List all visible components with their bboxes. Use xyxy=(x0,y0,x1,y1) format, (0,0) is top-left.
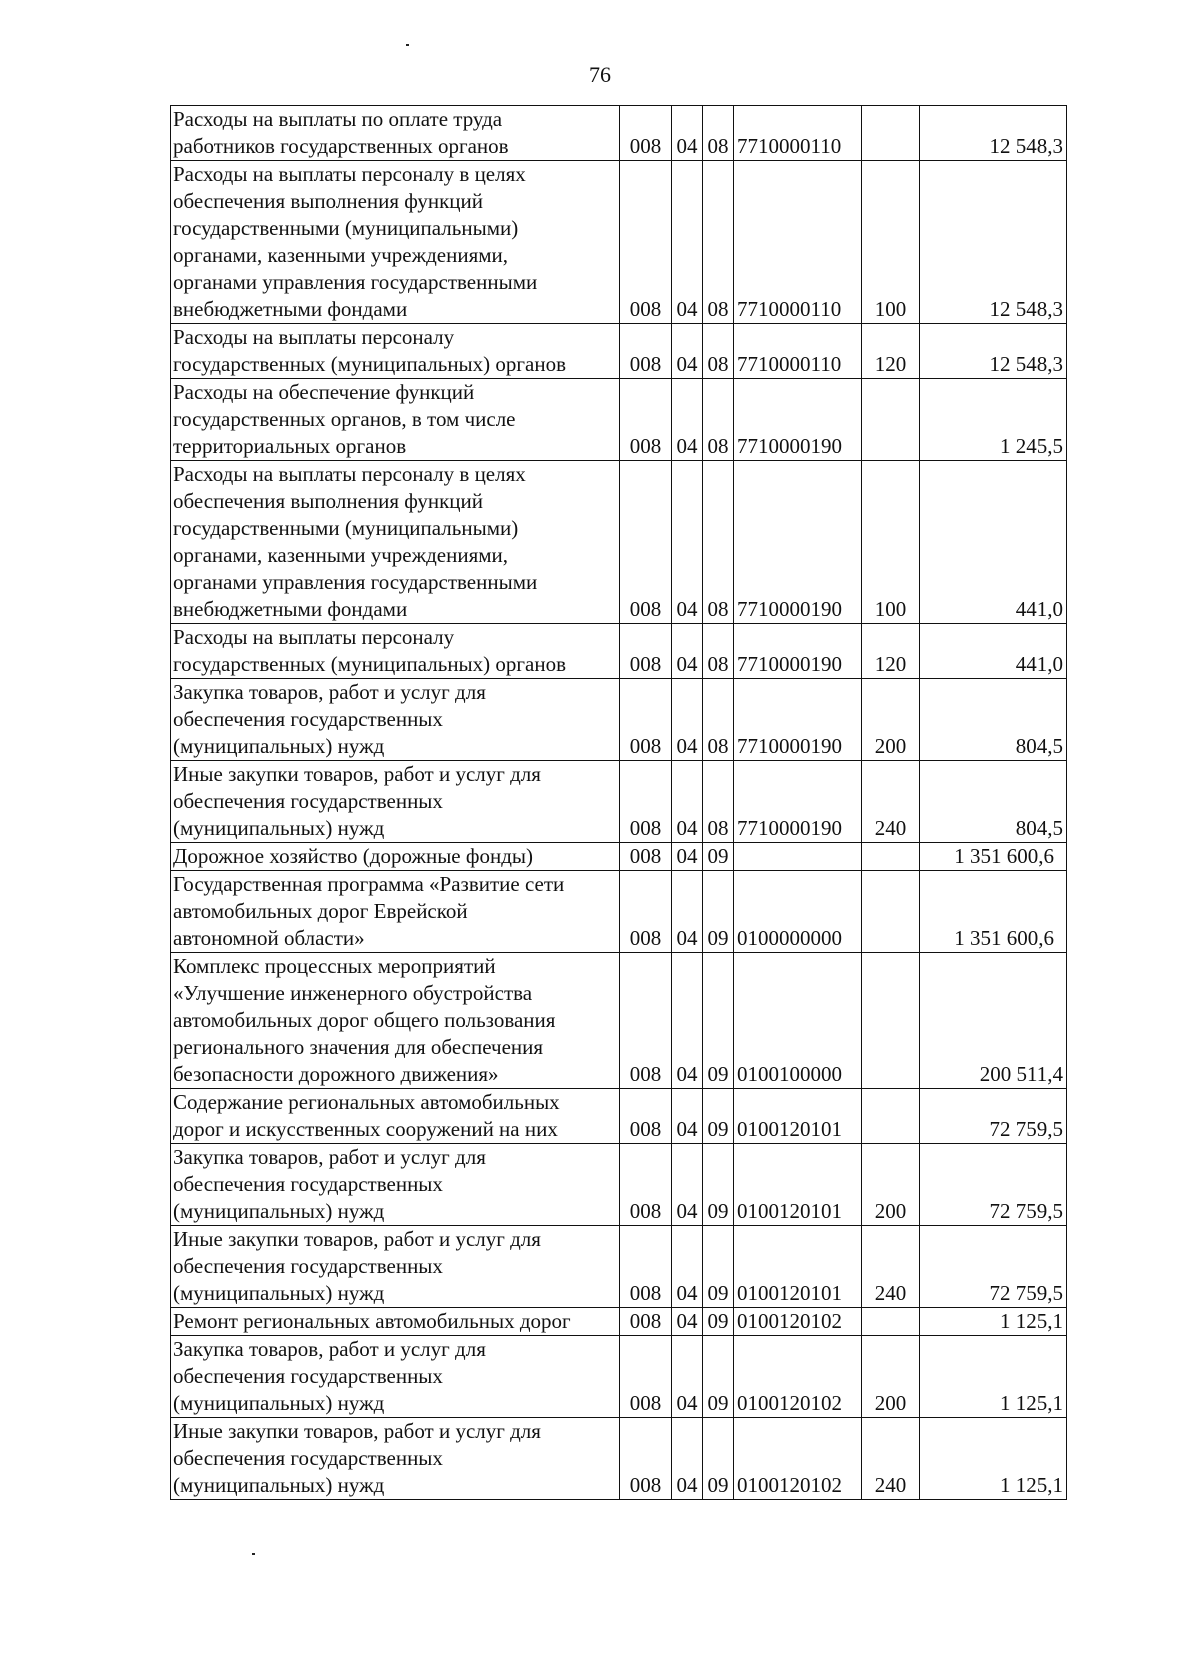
expense-type-cell: 120 xyxy=(862,324,920,379)
target-article-cell: 7710000110 xyxy=(734,161,862,324)
expense-name-line: безопасности дорожного движения» xyxy=(173,1062,499,1086)
expense-type-cell: 200 xyxy=(862,1144,920,1226)
expense-name-line: работников государственных органов xyxy=(173,134,509,158)
expense-name-cell xyxy=(171,324,620,379)
target-article-cell: 0100120102 xyxy=(734,1418,862,1500)
subsection-code-cell: 09 xyxy=(703,843,734,871)
expense-name-line: государственных (муниципальных) органов xyxy=(173,652,567,676)
expense-name-cell xyxy=(171,953,620,1089)
target-article-cell: 0100120101 xyxy=(734,1089,862,1144)
amount-cell: 1 245,5 xyxy=(920,379,1067,461)
ministry-code-cell: 008 xyxy=(620,1089,672,1144)
page-number: 76 xyxy=(589,62,611,87)
section-code-cell: 04 xyxy=(672,1308,703,1336)
section-code-cell: 04 xyxy=(672,106,703,161)
subsection-code-cell: 08 xyxy=(703,106,734,161)
expense-name-line: автономной области» xyxy=(173,926,365,950)
ministry-code-cell: 008 xyxy=(620,379,672,461)
expense-name-line: Закупка товаров, работ и услуг для xyxy=(173,680,486,704)
expense-type-cell xyxy=(862,953,920,1089)
section-code-cell: 04 xyxy=(672,161,703,324)
expense-name-line: Закупка товаров, работ и услуг для xyxy=(173,1145,486,1169)
amount-cell: 72 759,5 xyxy=(920,1089,1067,1144)
subsection-code-cell: 09 xyxy=(703,1226,734,1308)
expense-name-line: Комплекс процессных мероприятий xyxy=(173,954,496,978)
section-code-cell: 04 xyxy=(672,843,703,871)
expense-name-cell xyxy=(171,1308,620,1336)
expense-type-cell: 100 xyxy=(862,161,920,324)
expense-name-line: государственными (муниципальными) xyxy=(173,216,519,240)
table-row xyxy=(171,953,1067,1089)
expense-name-line: автомобильных дорог Еврейской xyxy=(173,899,468,923)
expense-name-cell xyxy=(171,843,620,871)
expense-type-cell xyxy=(862,106,920,161)
expense-name-cell xyxy=(171,161,620,324)
amount-cell: 72 759,5 xyxy=(920,1144,1067,1226)
ministry-code-cell: 008 xyxy=(620,1418,672,1500)
section-code-cell: 04 xyxy=(672,379,703,461)
amount-cell: 12 548,3 xyxy=(920,106,1067,161)
table-row xyxy=(171,161,1067,324)
target-article-cell: 7710000190 xyxy=(734,679,862,761)
table-row xyxy=(171,1418,1067,1500)
expense-name-line: органами, казенными учреждениями, xyxy=(173,543,509,567)
expense-name-line: Расходы на выплаты персоналу в целях xyxy=(173,162,526,186)
amount-cell: 1 125,1 xyxy=(920,1336,1067,1418)
expense-name-line: обеспечения государственных xyxy=(173,1172,443,1196)
expense-name-cell xyxy=(171,461,620,624)
expense-type-cell xyxy=(862,1089,920,1144)
table-row xyxy=(171,461,1067,624)
ministry-code-cell: 008 xyxy=(620,953,672,1089)
expense-name-line: внебюджетными фондами xyxy=(173,597,408,621)
expense-name-cell xyxy=(171,1418,620,1500)
expense-name-cell xyxy=(171,379,620,461)
expense-name-line: (муниципальных) нужд xyxy=(173,1391,385,1415)
subsection-code-cell: 08 xyxy=(703,461,734,624)
expense-name-line: (муниципальных) нужд xyxy=(173,1473,385,1497)
expense-name-line: Содержание региональных автомобильных xyxy=(173,1090,560,1114)
expense-type-cell: 240 xyxy=(862,761,920,843)
expense-name-line: Расходы на обеспечение функций xyxy=(173,380,475,404)
expense-name-line: Ремонт региональных автомобильных дорог xyxy=(173,1309,571,1333)
expense-name-line: (муниципальных) нужд xyxy=(173,734,385,758)
expense-type-cell: 240 xyxy=(862,1418,920,1500)
expense-type-cell: 120 xyxy=(862,624,920,679)
table-row xyxy=(171,1089,1067,1144)
expense-type-cell xyxy=(862,871,920,953)
subsection-code-cell: 09 xyxy=(703,953,734,1089)
expense-name-cell xyxy=(171,1336,620,1418)
target-article-cell: 7710000190 xyxy=(734,624,862,679)
amount-cell: 12 548,3 xyxy=(920,161,1067,324)
section-code-cell: 04 xyxy=(672,1144,703,1226)
subsection-code-cell: 08 xyxy=(703,379,734,461)
expense-name-line: Расходы на выплаты персоналу xyxy=(173,325,455,349)
expense-name-line: (муниципальных) нужд xyxy=(173,1281,385,1305)
scan-speck xyxy=(252,1553,255,1555)
table-row xyxy=(171,379,1067,461)
expense-name-cell xyxy=(171,1144,620,1226)
target-article-cell: 0100120102 xyxy=(734,1308,862,1336)
table-row xyxy=(171,1144,1067,1226)
target-article-cell: 0100100000 xyxy=(734,953,862,1089)
expense-name-line: Расходы на выплаты персоналу xyxy=(173,625,455,649)
amount-cell: 12 548,3 xyxy=(920,324,1067,379)
amount-cell: 1 351 600,6 xyxy=(920,871,1067,953)
subsection-code-cell: 09 xyxy=(703,1089,734,1144)
table-row xyxy=(171,324,1067,379)
amount-cell: 441,0 xyxy=(920,461,1067,624)
expense-type-cell: 200 xyxy=(862,679,920,761)
expense-name-line: обеспечения выполнения функций xyxy=(173,489,484,513)
target-article-cell xyxy=(734,843,862,871)
ministry-code-cell: 008 xyxy=(620,679,672,761)
section-code-cell: 04 xyxy=(672,679,703,761)
expense-name-cell xyxy=(171,1226,620,1308)
target-article-cell: 7710000190 xyxy=(734,379,862,461)
target-article-cell: 0100000000 xyxy=(734,871,862,953)
ministry-code-cell: 008 xyxy=(620,1308,672,1336)
table-row xyxy=(171,1308,1067,1336)
ministry-code-cell: 008 xyxy=(620,106,672,161)
ministry-code-cell: 008 xyxy=(620,761,672,843)
table-row xyxy=(171,761,1067,843)
section-code-cell: 04 xyxy=(672,1336,703,1418)
expense-name-line: обеспечения государственных xyxy=(173,1364,443,1388)
expense-name-cell xyxy=(171,106,620,161)
expense-name-line: государственными (муниципальными) xyxy=(173,516,519,540)
expense-name-line: обеспечения государственных xyxy=(173,789,443,813)
expense-name-line: обеспечения государственных xyxy=(173,1254,443,1278)
expense-name-line: внебюджетными фондами xyxy=(173,297,408,321)
expense-type-cell xyxy=(862,843,920,871)
expense-name-line: органами управления государственными xyxy=(173,270,538,294)
target-article-cell: 7710000190 xyxy=(734,461,862,624)
expense-name-line: «Улучшение инженерного обустройства xyxy=(173,981,533,1005)
section-code-cell: 04 xyxy=(672,1226,703,1308)
ministry-code-cell: 008 xyxy=(620,871,672,953)
expense-name-line: Расходы на выплаты по оплате труда xyxy=(173,107,503,131)
expense-name-line: автомобильных дорог общего пользования xyxy=(173,1008,556,1032)
table-row xyxy=(171,679,1067,761)
expense-name-line: обеспечения государственных xyxy=(173,1446,443,1470)
expense-name-cell xyxy=(171,761,620,843)
expense-name-line: территориальных органов xyxy=(173,434,407,458)
section-code-cell: 04 xyxy=(672,953,703,1089)
expense-name-line: Иные закупки товаров, работ и услуг для xyxy=(173,1227,541,1251)
amount-cell: 72 759,5 xyxy=(920,1226,1067,1308)
table-row xyxy=(171,1226,1067,1308)
table-row xyxy=(171,624,1067,679)
amount-cell: 804,5 xyxy=(920,761,1067,843)
target-article-cell: 7710000110 xyxy=(734,324,862,379)
expense-name-line: органами управления государственными xyxy=(173,570,538,594)
expense-name-cell xyxy=(171,871,620,953)
section-code-cell: 04 xyxy=(672,1089,703,1144)
target-article-cell: 0100120102 xyxy=(734,1336,862,1418)
expense-type-cell xyxy=(862,379,920,461)
expense-name-line: Расходы на выплаты персоналу в целях xyxy=(173,462,526,486)
subsection-code-cell: 08 xyxy=(703,761,734,843)
subsection-code-cell: 09 xyxy=(703,1144,734,1226)
ministry-code-cell: 008 xyxy=(620,624,672,679)
expense-name-cell xyxy=(171,679,620,761)
subsection-code-cell: 08 xyxy=(703,161,734,324)
subsection-code-cell: 08 xyxy=(703,624,734,679)
budget-table-body xyxy=(171,106,1067,1500)
section-code-cell: 04 xyxy=(672,1418,703,1500)
ministry-code-cell: 008 xyxy=(620,1226,672,1308)
expense-name-line: государственных (муниципальных) органов xyxy=(173,352,567,376)
subsection-code-cell: 09 xyxy=(703,1418,734,1500)
expense-name-line: Закупка товаров, работ и услуг для xyxy=(173,1337,486,1361)
ministry-code-cell: 008 xyxy=(620,324,672,379)
ministry-code-cell: 008 xyxy=(620,1144,672,1226)
target-article-cell: 0100120101 xyxy=(734,1144,862,1226)
ministry-code-cell: 008 xyxy=(620,461,672,624)
subsection-code-cell: 09 xyxy=(703,1336,734,1418)
expense-type-cell: 240 xyxy=(862,1226,920,1308)
expense-type-cell: 100 xyxy=(862,461,920,624)
budget-table xyxy=(170,105,1067,1500)
section-code-cell: 04 xyxy=(672,624,703,679)
expense-name-line: Иные закупки товаров, работ и услуг для xyxy=(173,1419,541,1443)
target-article-cell: 7710000190 xyxy=(734,761,862,843)
expense-name-line: обеспечения выполнения функций xyxy=(173,189,484,213)
expense-name-line: Государственная программа «Развитие сети xyxy=(173,872,565,896)
subsection-code-cell: 08 xyxy=(703,324,734,379)
target-article-cell: 0100120101 xyxy=(734,1226,862,1308)
scan-speck xyxy=(406,44,409,46)
section-code-cell: 04 xyxy=(672,871,703,953)
table-row xyxy=(171,843,1067,871)
expense-name-line: дорог и искусственных сооружений на них xyxy=(173,1117,558,1141)
section-code-cell: 04 xyxy=(672,461,703,624)
expense-name-line: регионального значения для обеспечения xyxy=(173,1035,544,1059)
subsection-code-cell: 08 xyxy=(703,679,734,761)
section-code-cell: 04 xyxy=(672,761,703,843)
expense-type-cell: 200 xyxy=(862,1336,920,1418)
expense-name-line: (муниципальных) нужд xyxy=(173,816,385,840)
expense-name-line: (муниципальных) нужд xyxy=(173,1199,385,1223)
ministry-code-cell: 008 xyxy=(620,843,672,871)
ministry-code-cell: 008 xyxy=(620,1336,672,1418)
expense-name-cell xyxy=(171,1089,620,1144)
expense-name-line: Иные закупки товаров, работ и услуг для xyxy=(173,762,541,786)
ministry-code-cell: 008 xyxy=(620,161,672,324)
amount-cell: 441,0 xyxy=(920,624,1067,679)
amount-cell: 200 511,4 xyxy=(920,953,1067,1089)
amount-cell: 804,5 xyxy=(920,679,1067,761)
table-row xyxy=(171,1336,1067,1418)
expense-name-line: обеспечения государственных xyxy=(173,707,443,731)
amount-cell: 1 125,1 xyxy=(920,1308,1067,1336)
amount-cell: 1 125,1 xyxy=(920,1418,1067,1500)
amount-cell: 1 351 600,6 xyxy=(920,843,1067,871)
subsection-code-cell: 09 xyxy=(703,1308,734,1336)
expense-name-line: Дорожное хозяйство (дорожные фонды) xyxy=(173,844,534,868)
target-article-cell: 7710000110 xyxy=(734,106,862,161)
subsection-code-cell: 09 xyxy=(703,871,734,953)
table-row xyxy=(171,106,1067,161)
expense-name-line: органами, казенными учреждениями, xyxy=(173,243,509,267)
expense-name-cell xyxy=(171,624,620,679)
expense-type-cell xyxy=(862,1308,920,1336)
section-code-cell: 04 xyxy=(672,324,703,379)
table-row xyxy=(171,871,1067,953)
expense-name-line: государственных органов, в том числе xyxy=(173,407,516,431)
